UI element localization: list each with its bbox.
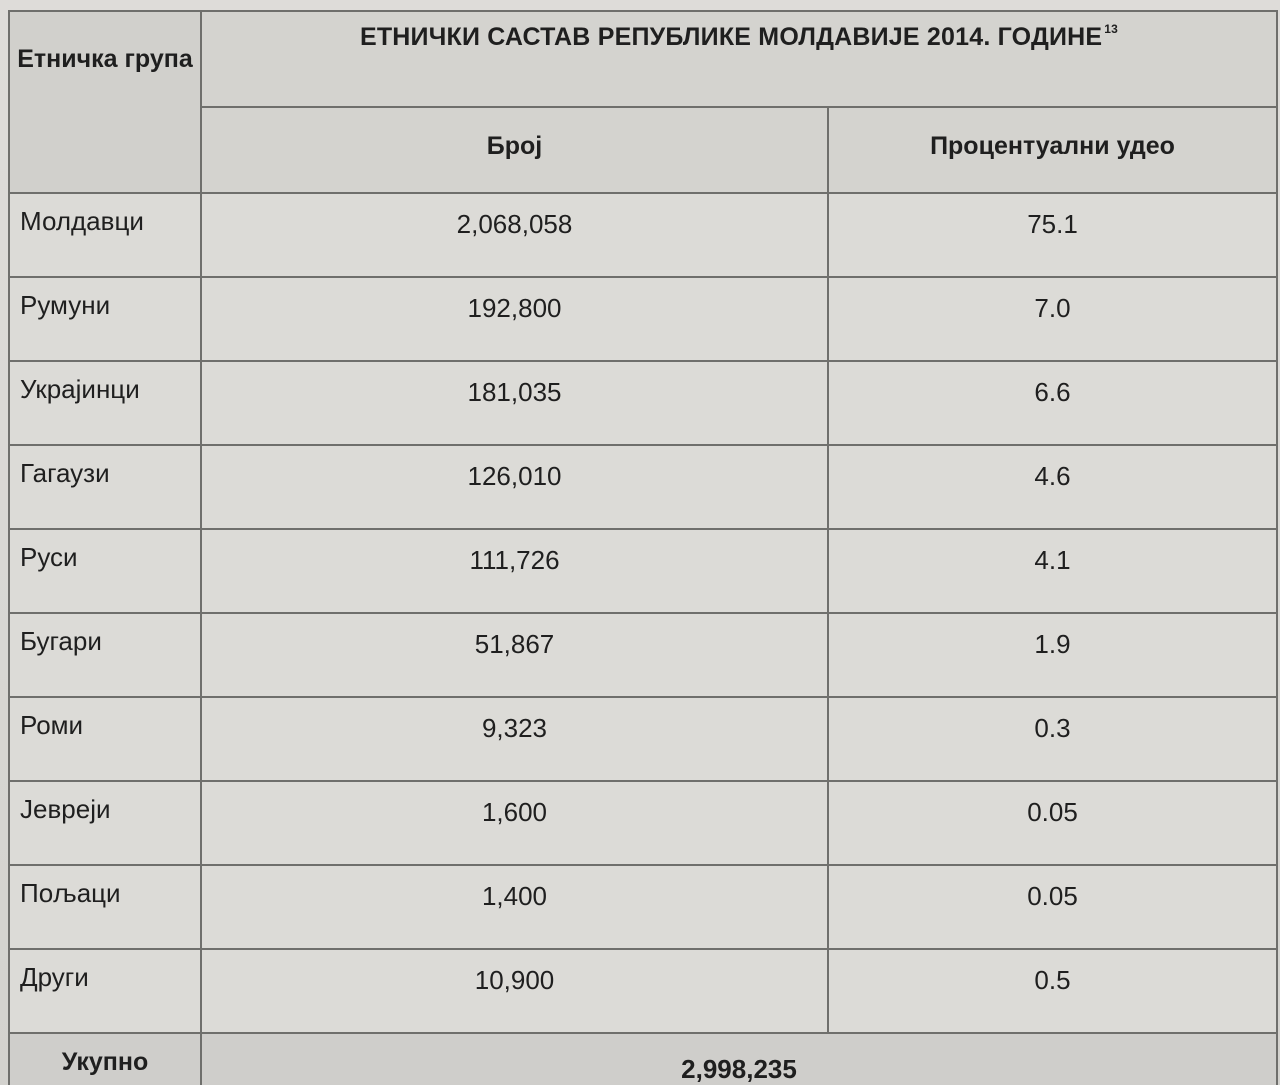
ethnic-composition-table [8,10,1278,1085]
ethnic-group-name: Гагаузи [9,445,201,529]
ethnic-group-name: Други [9,949,201,1033]
population-percent: 1.9 [828,613,1277,697]
population-count: 192,800 [201,277,828,361]
population-percent: 0.05 [828,865,1277,949]
population-count: 181,035 [201,361,828,445]
table-row [9,445,1277,529]
population-percent: 7.0 [828,277,1277,361]
population-percent: 0.5 [828,949,1277,1033]
percent-column-header: Процентуални удео [828,107,1277,193]
population-percent: 75.1 [828,193,1277,277]
population-count: 10,900 [201,949,828,1033]
ethnic-group-name: Руси [9,529,201,613]
ethnic-group-name: Роми [9,697,201,781]
ethnic-group-name: Молдавци [9,193,201,277]
total-row [9,1033,1277,1085]
table-row [9,529,1277,613]
ethnic-group-name: Украјинци [9,361,201,445]
population-percent: 4.1 [828,529,1277,613]
table-row [9,277,1277,361]
ethnic-group-name: Јевреји [9,781,201,865]
population-percent: 0.05 [828,781,1277,865]
ethnic-group-name: Пољаци [9,865,201,949]
population-count: 9,323 [201,697,828,781]
table-row [9,361,1277,445]
table-title [201,11,1277,107]
table-row [9,193,1277,277]
group-column-header: Етничка група [9,11,201,193]
population-count: 51,867 [201,613,828,697]
table-title-text: ЕТНИЧКИ САСТАВ РЕПУБЛИКЕ МОЛДАВИЈЕ 2014. ГОДИНЕ [359,23,1103,51]
title-footnote: 13 [1104,22,1119,36]
table-row [9,949,1277,1033]
table-row [9,781,1277,865]
table-row [9,865,1277,949]
population-percent: 4.6 [828,445,1277,529]
population-count: 126,010 [201,445,828,529]
table-row [9,613,1277,697]
population-percent: 6.6 [828,361,1277,445]
population-count: 1,400 [201,865,828,949]
population-count: 1,600 [201,781,828,865]
table-row [9,697,1277,781]
ethnic-group-name: Румуни [9,277,201,361]
population-percent: 0.3 [828,697,1277,781]
total-label: Укупно [9,1033,201,1085]
ethnic-group-name: Бугари [9,613,201,697]
total-value: 2,998,235 [201,1033,1277,1085]
count-column-header: Број [201,107,828,193]
population-count: 2,068,058 [201,193,828,277]
population-count: 111,726 [201,529,828,613]
